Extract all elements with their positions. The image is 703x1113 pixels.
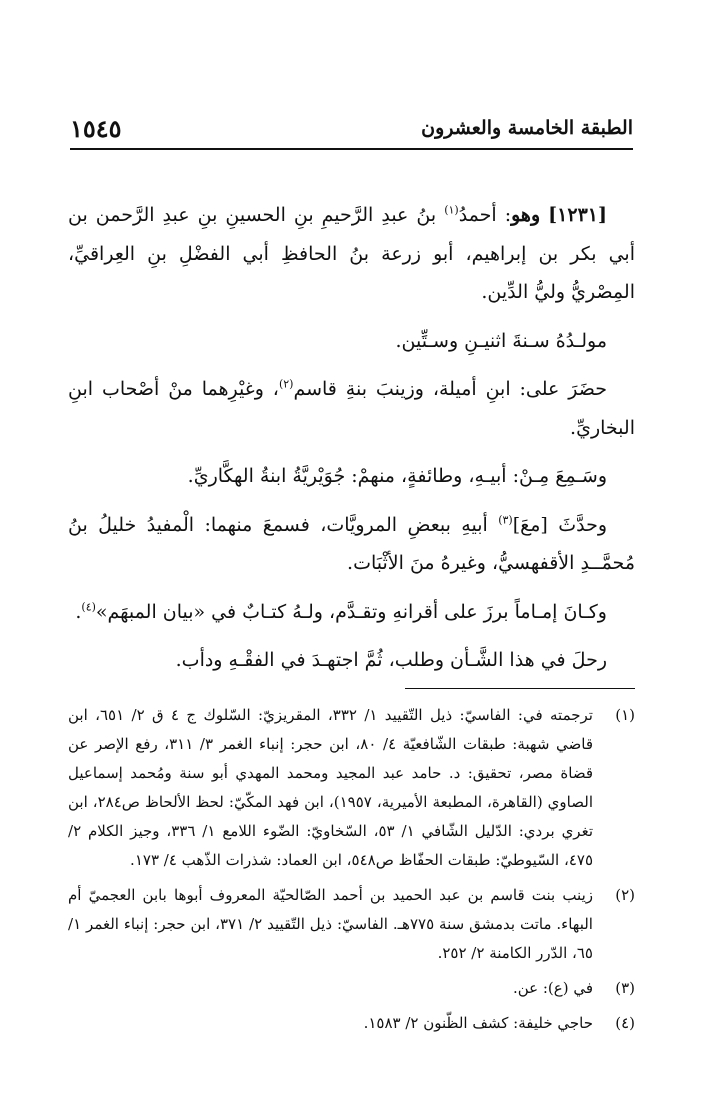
footnote-item (68, 881, 635, 968)
travel-paragraph: رحلَ في هذا الشَّـأن وطلب، ثُمَّ اجتهـدَ في الفقْـهِ ودأب. (175, 649, 607, 671)
birth-paragraph: مولـدُهُ سـنةَ اثنيـنِ وسـتِّين. (395, 329, 607, 352)
imam-paragraph (68, 593, 635, 632)
entry-paragraph (68, 196, 635, 312)
running-header (70, 108, 633, 150)
footnote-number: (١) (615, 706, 635, 724)
attended-text-a: حضَرَ على: ابنِ أميلة، وزينبَ بنةِ قاسم (293, 378, 608, 400)
footnote-divider (405, 688, 635, 689)
footnote-item (68, 1009, 635, 1038)
footnotes (68, 701, 635, 1044)
footnote-ref-2[interactable]: (٢) (278, 377, 294, 391)
footnote-ref-4[interactable]: (٤) (81, 600, 96, 614)
footnote-number: (٣) (615, 979, 635, 997)
footnote-number: (٢) (615, 886, 635, 904)
entry-lead-word: وهو (511, 204, 541, 226)
footnote-text: زينب بنت قاسم بن عبد الحميد بن أحمد الصّالحيّة المعروف أبوها بابن العجميّ أم البهاء. ماتت بدمشق سنة ٧٧٥هـ. الفاسيّ: ذيل التّقييد ٢/ ٣٧١، ابن حجر: إنباء الغمر ١/ ٦٥، الدّرر الكامنة ٢/ ٢٥٢. (68, 886, 593, 962)
imam-text-a: وكـانَ إمـاماً برزَ على أقرانهِ وتقـدَّم، ولـهُ كتـابٌ في «بيان المبهَم» (95, 600, 607, 623)
attended-paragraph (68, 370, 635, 447)
attended-text-b: ، وغيْرِهما منْ أصْحاب ابنِ البخاريِّ. (68, 378, 635, 439)
footnote-ref-1[interactable]: (١) (444, 203, 459, 217)
entry-lineage: بنُ عبدِ الرَّحيمِ بنِ الحسينِ بنِ عبدِ الرَّحمن بن أبي بكر بن إبراهيم، أبو زرعة بنُ الحافظِ أبي الفضْلِ بنِ العِراقيِّ، المِصْريُّ وليُّ الدِّين. (68, 204, 635, 303)
entry-number: [١٢٣١] (548, 204, 607, 226)
page-number: ١٥٤٥ (70, 113, 122, 143)
narrated-text-a: وحدَّثَ [معَ] (512, 513, 607, 536)
narrated-paragraph (68, 506, 635, 583)
footnote-text: حاجي خليفة: كشف الظّنون ٢/ ١٥٨٣. (363, 1014, 593, 1032)
heard-paragraph: وسَـمِعَ مِـنْ: أبيـهِ، وطائفةٍ، منهمْ: جُوَيْريَّةُ ابنةُ الهكَّاريِّ. (187, 465, 607, 487)
entry-name: : أحمدُ (458, 204, 512, 226)
footnote-number: (٤) (615, 1014, 635, 1032)
narrated-text-b: أبيهِ ببعضِ المرويَّات، فسمعَ منهما: الْمفيدُ خليلُ بنُ مُحمَّــدِ الأقفهسيُّ، وغيرهُ منَ الأثْبَات. (68, 513, 635, 574)
footnote-ref-3[interactable]: (٣) (498, 513, 513, 527)
footnote-text: ترجمته في: الفاسيّ: ذيل التّقييد ١/ ٣٣٢، المقريزيّ: السّلوك ج ٤ ق ٢/ ٦٥١، ابن قاضي شهبة: طبقات الشّافعيّة ٤/ ٨٠، ابن حجر: إنباء الغمر ٣/ ٣١١، رفع الإصر عن قضاة مصر، تحقيق: د. حامد عبد المجيد ومحمد المهدي أبو سنة ومُحمد إسماعيل الصاوي (القاهرة، المطبعة الأميرية، ١٩٥٧)، ابن فهد المكّيّ: لحظ الألحاظ ص٢٨٤، ابن تغري بردي: الدّليل الشّافي ١/ ٥٣، السّخاويّ: الضّوء اللامع ١/ ٣٣٦، وجيز الكلام ٢/ ٤٧٥، السّيوطيّ: طبقات الحفّاظ ص٥٤٨، ابن العماد: شذرات الذّهب ٤/ ١٧٣. (68, 706, 593, 869)
main-text (68, 196, 635, 690)
footnote-item (68, 701, 635, 875)
imam-text-b: . (75, 600, 82, 623)
footnote-text: في (ع): عن. (512, 979, 593, 997)
chapter-title: الطبقة الخامسة والعشرون (421, 117, 633, 139)
footnote-item (68, 974, 635, 1003)
